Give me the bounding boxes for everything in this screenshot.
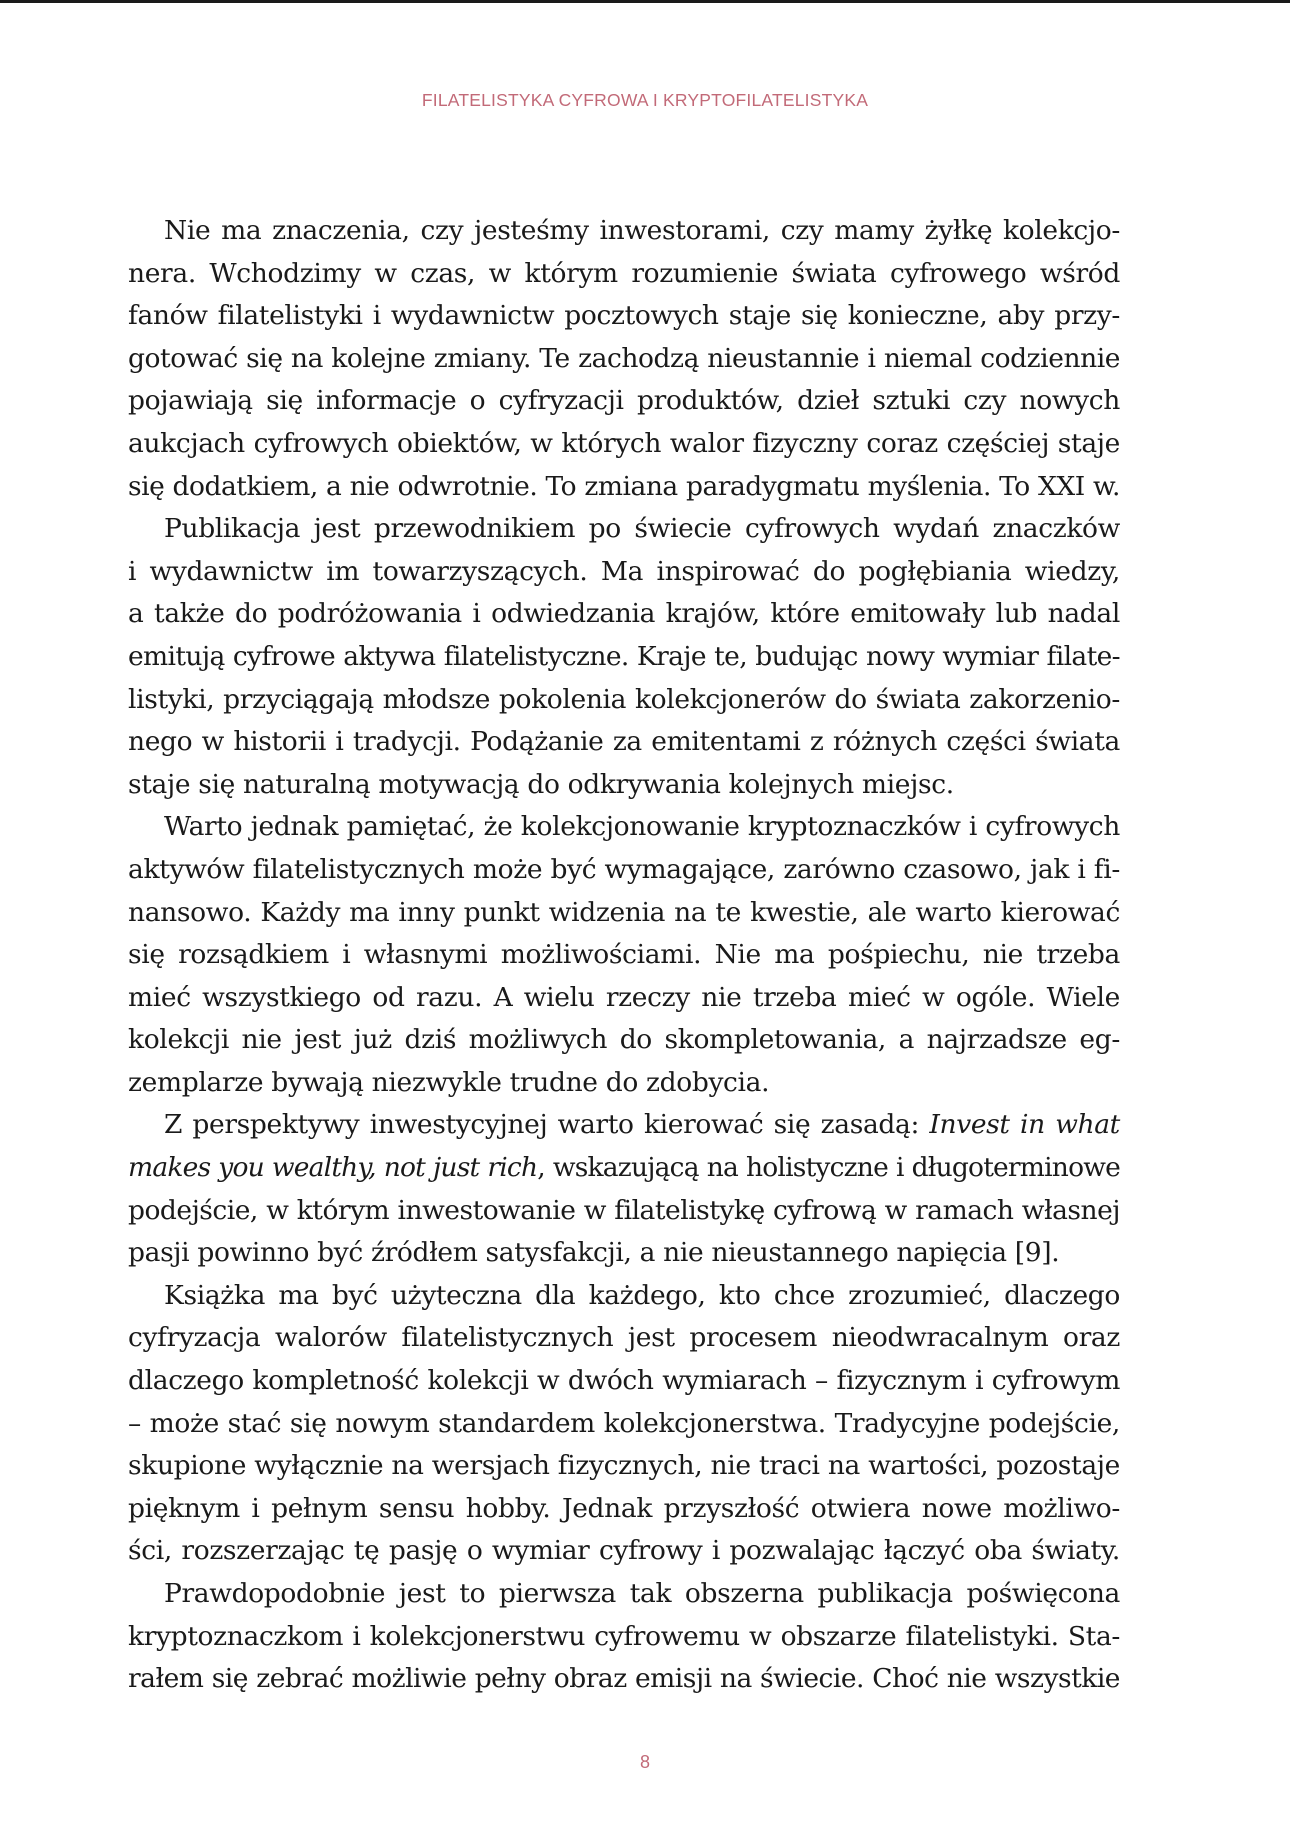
- text-line: Publikacja jest przewodnikiem po świecie cyfrowych wydań znaczków: [164, 513, 1120, 545]
- text-line: ści, rozszerzając tę pasję o wymiar cyfrowy i pozwalając łączyć oba światy.: [128, 1535, 1120, 1567]
- text-line: zemplarze bywają niezwykle trudne do zdobycia.: [128, 1066, 770, 1098]
- text-line: fanów filatelistyki i wydawnictw pocztowych staje się konieczne, aby przy-: [128, 300, 1120, 332]
- text-line: kolekcji nie jest już dziś możliwych do skompletowania, a najrzadsze eg-: [128, 1024, 1120, 1056]
- text-line: pojawiają się informacje o cyfryzacji produktów, dzieł sztuki czy nowych: [128, 385, 1120, 417]
- text-line: Prawdopodobnie jest to pierwsza tak obszerna publikacja poświęcona: [164, 1578, 1120, 1609]
- paragraph-4: [128, 1104, 1120, 1274]
- text-line: nego w historii i tradycji. Podążanie za emitentami z różnych części świata: [128, 726, 1120, 758]
- text-line: podejście, w którym inwestowanie w filatelistykę cyfrową w ramach własnej: [128, 1194, 1120, 1226]
- italic-quote: makes you wealthy, not just rich: [128, 1152, 538, 1184]
- paragraph-1: [128, 210, 1120, 508]
- text-line: dlaczego kompletność kolekcji w dwóch wymiarach – fizycznym i cyfrowym: [128, 1365, 1120, 1397]
- text-line: nera. Wchodzimy w czas, w którym rozumienie świata cyfrowego wśród: [128, 257, 1120, 289]
- text-line: i wydawnictw im towarzyszących. Ma inspirować do pogłębiania wiedzy,: [128, 555, 1120, 587]
- paragraph-6: [128, 1573, 1120, 1701]
- text-line: skupione wyłącznie na wersjach fizycznych, nie traci na wartości, pozostaje: [128, 1450, 1120, 1482]
- text-line: staje się naturalną motywacją do odkrywania kolejnych miejsc.: [128, 768, 954, 800]
- text-line: rałem się zebrać możliwie pełny obraz emisji na świecie. Choć nie wszystkie: [128, 1663, 1120, 1695]
- text-line: emitują cyfrowe aktywa filatelistyczne. Kraje te, budując nowy wymiar filate-: [128, 640, 1120, 672]
- text-line: Warto jednak pamiętać, że kolekcjonowanie kryptoznaczków i cyfrowych: [164, 811, 1120, 843]
- italic-quote: Invest in what: [929, 1109, 1120, 1141]
- body-text: [128, 210, 1120, 1701]
- text-line: nansowo. Każdy ma inny punkt widzenia na te kwestie, ale warto kierować: [128, 896, 1120, 928]
- text-line: pięknym i pełnym sensu hobby. Jednak przyszłość otwiera nowe możliwo-: [128, 1492, 1120, 1524]
- text-line: listyki, przyciągają młodsze pokolenia kolekcjonerów do świata zakorzenio-: [128, 683, 1120, 715]
- text-line: pasji powinno być źródłem satysfakcji, a nie nieustannego napięcia [9].: [128, 1237, 1060, 1269]
- text-line: a także do podróżowania i odwiedzania krajów, które emitowały lub nadal: [128, 598, 1120, 630]
- text-line: mieć wszystkiego od razu. A wielu rzeczy nie trzeba mieć w ogóle. Wiele: [128, 981, 1120, 1013]
- text-line: cyfryzacja walorów filatelistycznych jest procesem nieodwracalnym oraz: [128, 1322, 1120, 1354]
- running-header: FILATELISTYKA CYFROWA I KRYPTOFILATELISTYKA: [421, 90, 869, 110]
- text-line: gotować się na kolejne zmiany. Te zachodzą nieustannie i niemal codziennie: [128, 342, 1120, 374]
- text-line: kryptoznaczkom i kolekcjonerstwu cyfrowemu w obszarze filatelistyki. Sta-: [128, 1620, 1120, 1652]
- text-line: [128, 1104, 1120, 1147]
- paragraph-2: [128, 508, 1120, 806]
- page-number: 8: [639, 1752, 650, 1772]
- text-line: Książka ma być użyteczna dla każdego, kto chce zrozumieć, dlaczego: [164, 1279, 1120, 1311]
- text-run: Z perspektywy inwestycyjnej warto kierować się zasadą:: [164, 1109, 930, 1141]
- text-line: się dodatkiem, a nie odwrotnie. To zmiana paradygmatu myślenia. To XXI w.: [128, 470, 1120, 502]
- text-run: , wskazującą na holistyczne i długoterminowe: [537, 1152, 1120, 1184]
- text-line: się rozsądkiem i własnymi możliwościami. Nie ma pośpiechu, nie trzeba: [128, 939, 1120, 971]
- text-line: aktywów filatelistycznych może być wymagające, zarówno czasowo, jak i fi-: [128, 853, 1120, 885]
- text-line: aukcjach cyfrowych obiektów, w których walor fizyczny coraz częściej staje: [128, 427, 1120, 459]
- paragraph-3: [128, 806, 1120, 1104]
- text-line: – może stać się nowym standardem kolekcjonerstwa. Tradycyjne podejście,: [128, 1407, 1120, 1439]
- text-line: Nie ma znaczenia, czy jesteśmy inwestorami, czy mamy żyłkę kolekcjo-: [164, 215, 1120, 246]
- top-border-line: [0, 0, 1290, 3]
- text-line: [128, 1147, 1120, 1190]
- paragraph-5: [128, 1275, 1120, 1573]
